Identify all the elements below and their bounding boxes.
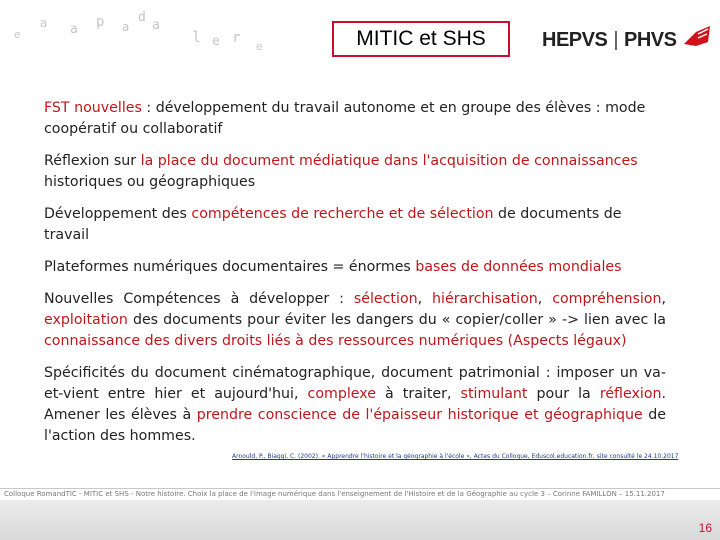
highlighted-text: sélection [353, 291, 418, 307]
highlighted-text: réflexion [599, 386, 662, 402]
paragraph [44, 257, 666, 278]
paragraph-text: Nouvelles Compétences à développer : [44, 291, 354, 307]
logo-left-text: HEPVS [542, 28, 608, 51]
logo-right-text: PHVS [624, 28, 677, 51]
highlighted-text: compétences de recherche et de sélection [191, 206, 494, 222]
paragraph-text: Plateformes numériques documentaires = énormes [44, 259, 416, 275]
footer-divider [0, 488, 720, 489]
deco-letter: e [14, 28, 21, 41]
deco-letter: e [256, 40, 263, 53]
reference-link[interactable]: Arnould, P., Biaggi, C. (2002). « Apprendre l'histoire et la géographie à l'école », Actes du Colloque, Eduscol.education.fr, site consulté le 24.10.2017 [232, 453, 679, 460]
paragraph-text: Développement des [44, 206, 192, 222]
bullet-list [44, 98, 666, 458]
paragraph-text: à traiter, [375, 386, 461, 402]
deco-letter: l [192, 28, 202, 46]
deco-letter: a [122, 20, 130, 34]
paragraph-text: , [417, 291, 433, 307]
deco-letter: a [40, 16, 48, 30]
paragraph [44, 363, 666, 447]
paragraph-text: , [661, 291, 666, 307]
paragraph-text: pour la [527, 386, 600, 402]
deco-letter: a [152, 18, 160, 33]
highlighted-text: la place du document médiatique dans l'acquisition de connaissances [140, 153, 638, 169]
decorative-letters [0, 0, 300, 70]
paragraph-text: Spécificités du document cinématographique, document patrimonial : imposer un va-et-vient entre hier et aujourd'hui, [44, 365, 666, 402]
highlighted-text: bases de données mondiales [415, 259, 622, 275]
paragraph [44, 204, 666, 246]
paragraph-text: historiques ou géographiques [44, 174, 256, 190]
red-book-icon [682, 24, 712, 56]
logo-separator: | [613, 28, 619, 51]
deco-letter: e [212, 34, 220, 49]
paragraph [44, 98, 666, 140]
highlighted-text: connaissance des divers droits liés à des ressources numériques (Aspects légaux) [44, 333, 627, 349]
paragraph-text: de l'action des hommes. [44, 407, 666, 444]
page-number: 16 [698, 521, 712, 535]
footer-text: Colloque RomandTIC - MITIC et SHS - Notre histoire. Choix la place de l'image numérique dans l'enseignement de l'Histoire et de la Géographie au cycle 3 – Corinne FAMILLON – 15.11.2017 [4, 490, 665, 498]
highlighted-text: exploitation [44, 312, 128, 328]
highlighted-text: FST nouvelles [44, 100, 142, 116]
paragraph [44, 289, 666, 352]
highlighted-text: compréhension [552, 291, 662, 307]
paragraph-text: , [537, 291, 553, 307]
footer-band [0, 500, 720, 540]
slide-title [332, 21, 510, 57]
highlighted-text: prendre conscience de l'épaisseur historique et géographique [196, 407, 643, 423]
paragraph-text: de documents de travail [44, 206, 622, 243]
highlighted-text: complexe [307, 386, 376, 402]
paragraph-text: . Amener les élèves à [44, 386, 667, 423]
paragraph-text: : développement du travail autonome et en groupe des élèves : mode coopératif ou collaboratif [44, 100, 646, 137]
deco-letter: a [70, 22, 78, 37]
slide-title-text: MITIC et SHS [356, 27, 486, 50]
highlighted-text: stimulant [460, 386, 528, 402]
deco-letter: d [138, 10, 146, 25]
hepvs-logo [542, 26, 712, 54]
deco-letter: p [96, 14, 105, 30]
deco-letter: r [232, 30, 241, 46]
highlighted-text: hiérarchisation [432, 291, 538, 307]
paragraph-text: Réflexion sur [44, 153, 141, 169]
paragraph-text: des documents pour éviter les dangers du « copier/coller » -> lien avec la [127, 312, 666, 328]
paragraph [44, 151, 666, 193]
